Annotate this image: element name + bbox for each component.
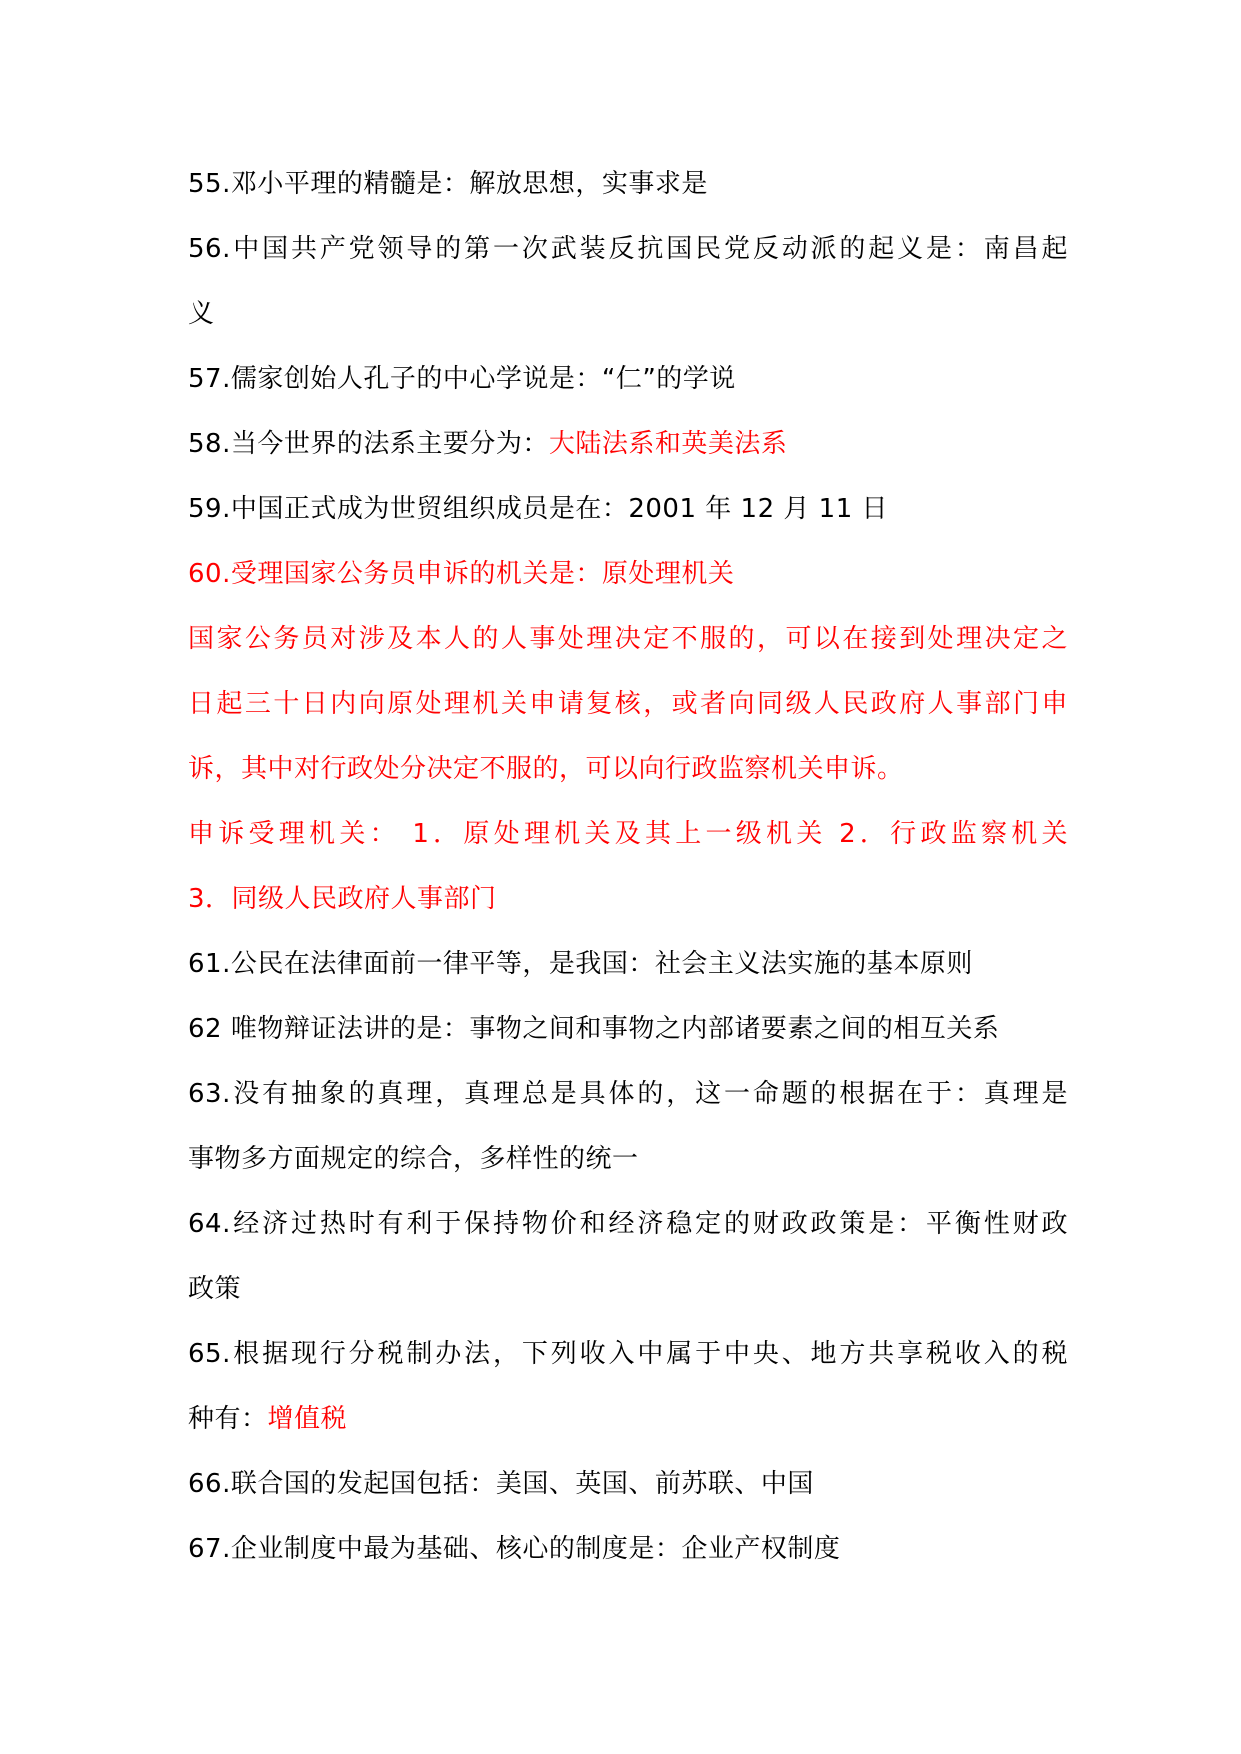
item-60-explanation-line-2: 日起三十日内向原处理机关申请复核，或者向同级人民政府人事部门申 <box>188 689 1068 719</box>
item-60-explanation-line-3: 诉，其中对行政处分决定不服的，可以向行政监察机关申诉。 <box>188 754 904 784</box>
item-63-line-2: 事物多方面规定的综合，多样性的统一 <box>188 1144 639 1174</box>
item-60-explanation-line-1: 国家公务员对涉及本人的人事处理决定不服的，可以在接到处理决定之 <box>188 624 1068 654</box>
item-65-line-1: 65.根据现行分税制办法，下列收入中属于中央、地方共享税收入的税 <box>188 1339 1068 1369</box>
item-65-answer: 增值税 <box>267 1404 348 1434</box>
item-55: 55.邓小平理的精髓是：解放思想，实事求是 <box>188 169 708 199</box>
item-65-line-2 <box>188 1387 1068 1452</box>
item-65-question: 种有： <box>188 1404 268 1434</box>
item-64-line-2: 政策 <box>188 1274 242 1304</box>
item-60-organs-line-2: 3．同级人民政府人事部门 <box>188 884 497 914</box>
item-58-answer: 大陆法系和英美法系 <box>548 429 788 459</box>
item-64-line-1: 64.经济过热时有利于保持物价和经济稳定的财政政策是：平衡性财政 <box>188 1209 1068 1239</box>
item-67: 67.企业制度中最为基础、核心的制度是：企业产权制度 <box>188 1534 841 1564</box>
document-body <box>188 152 1068 1582</box>
item-58 <box>188 412 1068 477</box>
item-60-title: 60.受理国家公务员申诉的机关是：原处理机关 <box>188 559 735 589</box>
item-56-line-2: 义 <box>188 299 215 329</box>
item-61: 61.公民在法律面前一律平等，是我国：社会主义法实施的基本原则 <box>188 949 973 979</box>
item-62: 62 唯物辩证法讲的是：事物之间和事物之内部诸要素之间的相互关系 <box>188 1014 1000 1044</box>
item-66: 66.联合国的发起国包括：美国、英国、前苏联、中国 <box>188 1469 814 1499</box>
item-59: 59.中国正式成为世贸组织成员是在：2001 年 12 月 11 日 <box>188 494 889 524</box>
item-57: 57.儒家创始人孔子的中心学说是：“仁”的学说 <box>188 364 736 394</box>
item-63-line-1: 63.没有抽象的真理，真理总是具体的，这一命题的根据在于：真理是 <box>188 1079 1068 1109</box>
item-56-line-1: 56.中国共产党领导的第一次武装反抗国民党反动派的起义是：南昌起 <box>188 234 1068 264</box>
item-60-organs-line-1: 申诉受理机关： 1．原处理机关及其上一级机关 2．行政监察机关 <box>188 819 1068 849</box>
item-58-question: 58.当今世界的法系主要分为： <box>188 429 549 459</box>
